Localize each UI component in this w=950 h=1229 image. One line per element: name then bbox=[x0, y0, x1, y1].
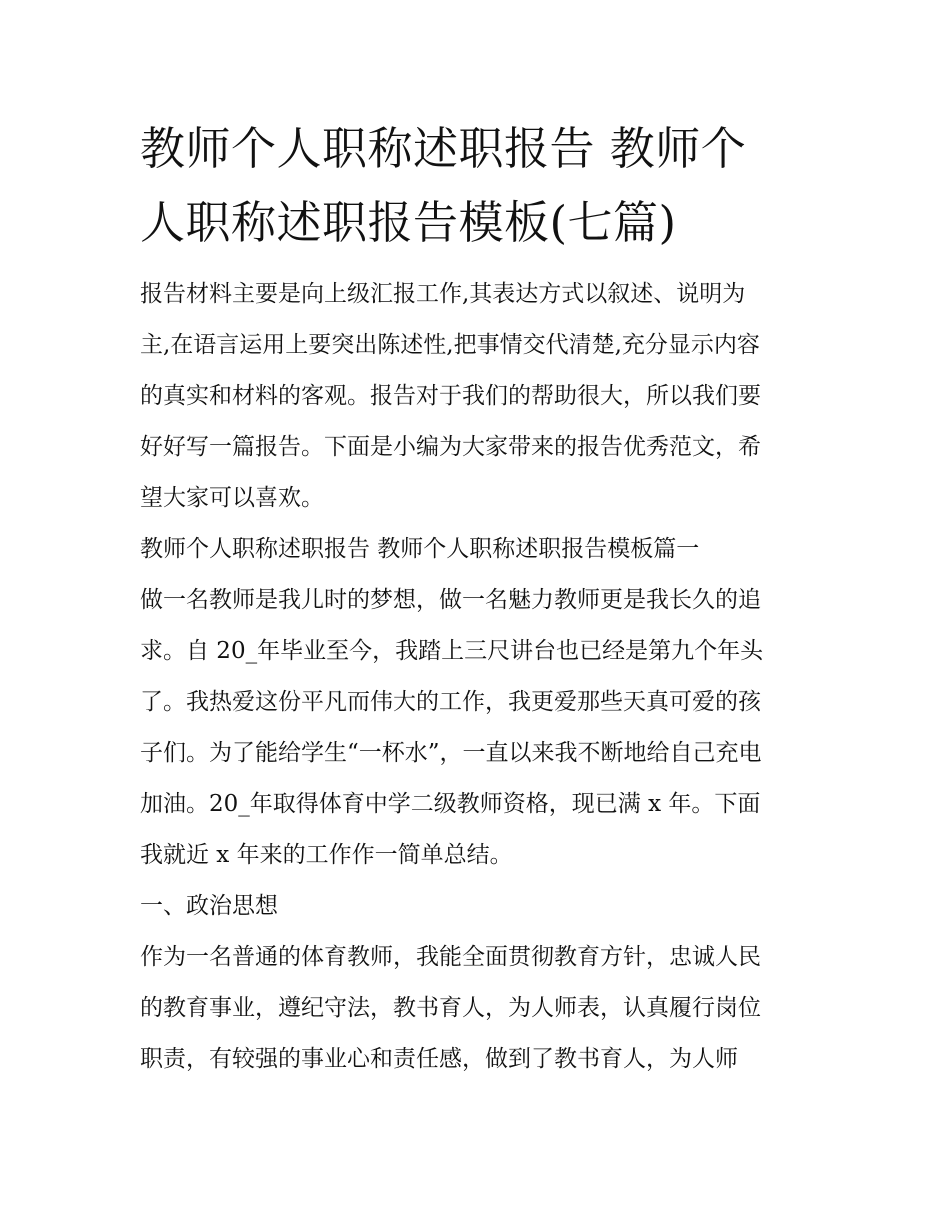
document-title bbox=[140, 112, 812, 260]
subheading: 一、政治思想 bbox=[140, 893, 278, 919]
intro-line: 望大家可以喜欢。 bbox=[140, 485, 324, 511]
politics-paragraph bbox=[140, 932, 812, 1085]
body-line: 做一名教师是我儿时的梦想，做一名魅力教师更是我长久的追 bbox=[140, 587, 761, 613]
body-line: 加油。20_年取得体育中学二级教师资格，现已满 x 年。下面 bbox=[140, 791, 761, 817]
politics-line: 作为一名普通的体育教师，我能全面贯彻教育方针，忠诚人民 bbox=[140, 944, 761, 970]
intro-line: 主,在语言运用上要突出陈述性,把事情交代清楚,充分显示内容 bbox=[140, 332, 760, 358]
title-line: 人职称述职报告模板(七篇) bbox=[140, 196, 677, 249]
document-page bbox=[140, 112, 812, 1085]
intro-line: 报告材料主要是向上级汇报工作,其表达方式以叙述、说明为 bbox=[140, 281, 746, 307]
body-line: 我就近 x 年来的工作作一简单总结。 bbox=[140, 842, 513, 868]
body-line: 了。我热爱这份平凡而伟大的工作，我更爱那些天真可爱的孩 bbox=[140, 689, 761, 715]
intro-line: 好好写一篇报告。下面是小编为大家带来的报告优秀范文，希 bbox=[140, 434, 761, 460]
body-line: 子们。为了能给学生“一杯水”，一直以来我不断地给自己充电 bbox=[140, 740, 762, 766]
politics-line: 的教育事业，遵纪守法，教书育人，为人师表，认真履行岗位 bbox=[140, 995, 761, 1021]
title-line: 教师个人职称述职报告 教师个 bbox=[140, 122, 747, 175]
intro-line: 的真实和材料的客观。报告对于我们的帮助很大，所以我们要 bbox=[140, 383, 761, 409]
intro-paragraph bbox=[140, 269, 812, 524]
section-title: 教师个人职称述职报告 教师个人职称述职报告模板篇一 bbox=[140, 536, 700, 562]
politics-line: 职责，有较强的事业心和责任感，做到了教书育人，为人师 bbox=[140, 1046, 738, 1072]
body-line: 求。自 20_年毕业至今，我踏上三尺讲台也已经是第九个年头 bbox=[140, 638, 764, 664]
body-paragraph bbox=[140, 575, 812, 881]
